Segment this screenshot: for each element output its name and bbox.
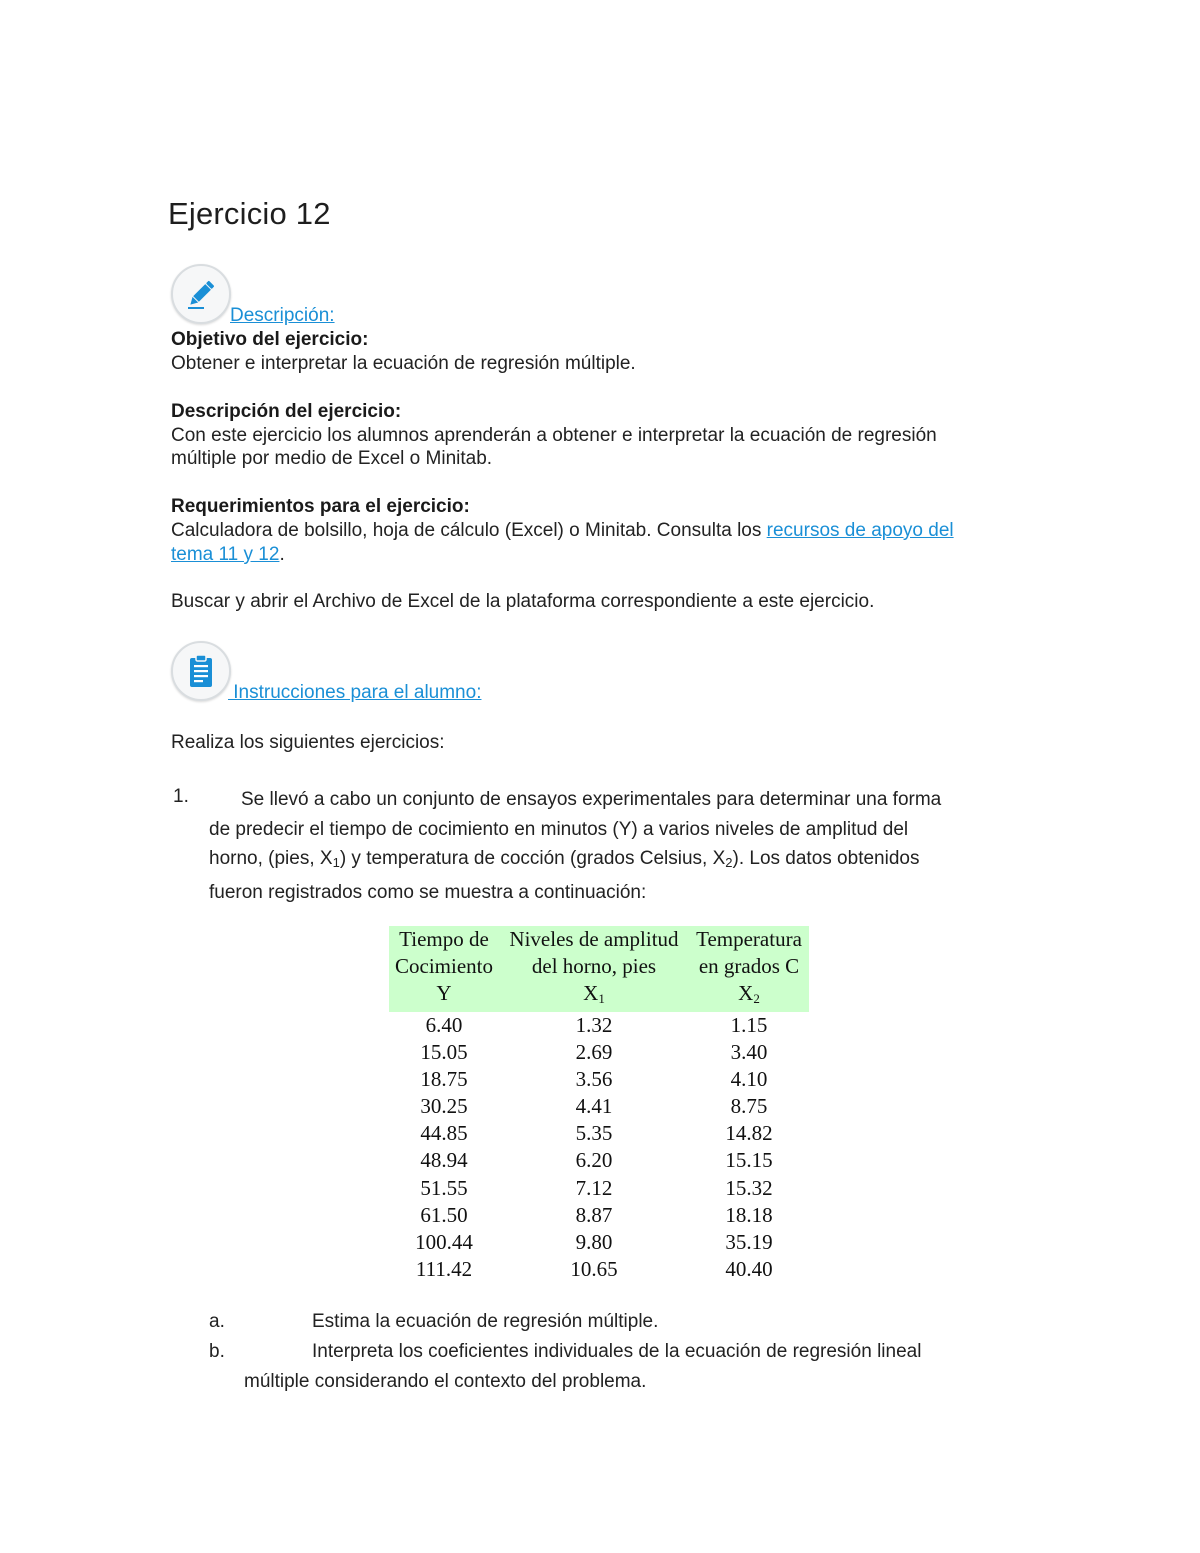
description-text-line1: Con este ejercicio los alumnos aprenderán a obtener e interpretar la ecuación de regresión	[171, 425, 937, 446]
page-title: Ejercicio 12	[168, 196, 331, 231]
cell-y: 51.55	[420, 1175, 468, 1200]
data-table	[389, 926, 809, 1283]
sub-item-b-text-line1: Interpreta los coeficientes individuales de la ecuación de regresión lineal	[312, 1341, 922, 1362]
cell-x2: 4.10	[730, 1067, 768, 1092]
table-row	[389, 1147, 809, 1174]
cell-x2: 1.15	[730, 1013, 768, 1037]
cell-x2: 18.18	[725, 1202, 773, 1227]
header-sub: 1	[598, 991, 605, 1006]
pencil-icon-badge	[171, 264, 231, 324]
cell-x2: 14.82	[725, 1121, 773, 1146]
table-row	[389, 1066, 809, 1093]
table-row	[389, 1256, 809, 1283]
exercise-line3	[209, 844, 1009, 878]
sub-item-a-label: a.	[209, 1311, 225, 1332]
header-sub: 2	[753, 991, 760, 1006]
cell-y: 100.44	[415, 1229, 473, 1254]
table-row	[389, 1093, 809, 1120]
cell-x1: 6.20	[575, 1148, 613, 1173]
header-var: X	[738, 981, 754, 1005]
requirements-text	[171, 519, 954, 543]
description-heading: Descripción del ejercicio:	[171, 401, 402, 422]
pencil-icon	[184, 277, 218, 311]
description-link[interactable]: Descripción:	[230, 305, 335, 326]
table-row	[389, 1120, 809, 1147]
table-row	[389, 1039, 809, 1066]
exercise-line4: fueron registrados como se muestra a continuación:	[209, 881, 647, 903]
sub-item-a-text: Estima la ecuación de regresión múltiple.	[312, 1311, 659, 1332]
header-temperature	[689, 926, 809, 1012]
requirements-text-prefix: Calculadora de bolsillo, hoja de cálculo (Excel) o Minitab. Consulta los	[171, 520, 767, 541]
header-line: Tiempo de	[399, 927, 489, 951]
table-row	[389, 1012, 809, 1039]
table-row	[389, 1175, 809, 1202]
header-oven-width	[499, 926, 689, 1012]
requirements-end: .	[279, 544, 285, 565]
cell-x2: 3.40	[730, 1040, 768, 1065]
table-header-row	[389, 926, 809, 1012]
cell-y: 18.75	[420, 1067, 468, 1092]
cell-x1: 9.80	[575, 1229, 613, 1254]
item-number: 1.	[173, 786, 189, 807]
header-cooking-time	[389, 926, 499, 1012]
header-line: Temperatura	[696, 927, 802, 951]
cell-x2: 15.15	[725, 1148, 773, 1173]
search-excel-text: Buscar y abrir el Archivo de Excel de la plataforma correspondiente a este ejercicio.	[171, 591, 875, 612]
table-row	[389, 1229, 809, 1256]
cell-y: 48.94	[420, 1148, 468, 1173]
cell-y: 30.25	[420, 1094, 468, 1119]
cell-x2: 35.19	[725, 1229, 773, 1254]
cell-x1: 4.41	[575, 1094, 613, 1119]
header-line	[689, 980, 809, 1012]
header-line	[389, 980, 499, 1007]
header-line: del horno, pies	[531, 954, 657, 978]
header-var: Y	[436, 981, 452, 1005]
exercise-line3-a: horno, (pies, X	[209, 848, 333, 870]
instructions-intro: Realiza los siguientes ejercicios:	[171, 732, 445, 753]
cell-x2: 8.75	[730, 1094, 768, 1119]
sub-item-b-label: b.	[209, 1341, 225, 1362]
subscript-2: 2	[725, 855, 733, 871]
cell-x2: 15.32	[725, 1175, 773, 1200]
sub-item-b-text-line2: múltiple considerando el contexto del problema.	[244, 1371, 647, 1392]
exercise-line3-c: ). Los datos obtenidos	[732, 848, 920, 870]
support-resources-link[interactable]: recursos de apoyo del	[766, 520, 954, 541]
cell-x1: 5.35	[575, 1121, 613, 1146]
exercise-line1: Se llevó a cabo un conjunto de ensayos experimentales para determinar una forma	[241, 789, 942, 810]
header-line	[499, 980, 689, 1012]
table-body	[389, 1012, 809, 1283]
cell-x1: 1.32	[575, 1013, 613, 1037]
cell-x1: 2.69	[575, 1040, 613, 1065]
cell-x1: 10.65	[570, 1256, 618, 1281]
cell-x1: 7.12	[575, 1175, 613, 1200]
cell-x2: 40.40	[725, 1256, 773, 1281]
cell-y: 6.40	[425, 1013, 463, 1037]
header-line: Cocimiento	[395, 954, 493, 978]
requirements-text-line2	[171, 543, 285, 567]
cell-y: 61.50	[420, 1202, 468, 1227]
cell-y: 44.85	[420, 1121, 468, 1146]
cell-x1: 8.87	[575, 1202, 613, 1227]
clipboard-icon	[184, 653, 218, 689]
description-text-line2: múltiple por medio de Excel o Minitab.	[171, 448, 493, 469]
header-var: X	[583, 981, 599, 1005]
exercise-line2: de predecir el tiempo de cocimiento en minutos (Y) a varios niveles de amplitud del	[209, 818, 909, 840]
cell-y: 111.42	[415, 1256, 473, 1281]
table-row	[389, 1202, 809, 1229]
cell-y: 15.05	[420, 1040, 468, 1065]
exercise-paragraph	[209, 785, 1009, 907]
requirements-heading: Requerimientos para el ejercicio:	[171, 496, 470, 517]
clipboard-icon-badge	[171, 641, 231, 701]
header-line: Niveles de amplitud	[509, 927, 679, 951]
header-line: en grados C	[698, 954, 800, 978]
subscript-1: 1	[332, 855, 340, 871]
objective-text: Obtener e interpretar la ecuación de regresión múltiple.	[171, 353, 636, 374]
exercise-line3-b: ) y temperatura de cocción (grados Celsius, X	[339, 848, 726, 870]
support-resources-link-cont[interactable]: tema 11 y 12	[171, 544, 280, 565]
objective-heading: Objetivo del ejercicio:	[171, 329, 369, 350]
cell-x1: 3.56	[575, 1067, 613, 1092]
instructions-link[interactable]: Instrucciones para el alumno:	[228, 682, 482, 703]
